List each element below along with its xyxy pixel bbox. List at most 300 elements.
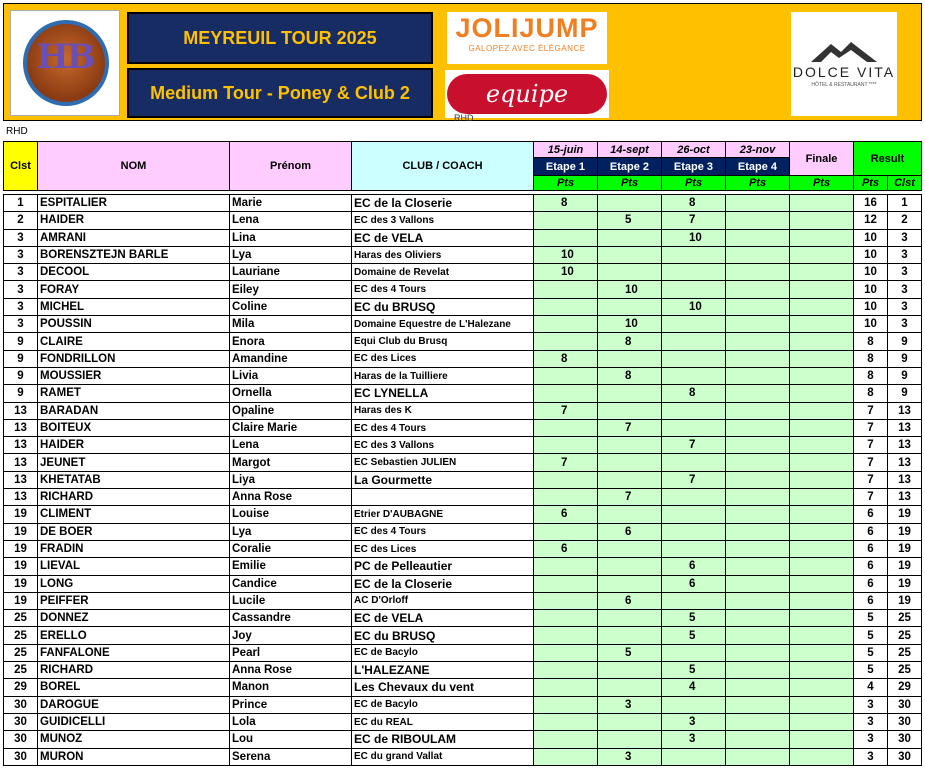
table-row [4, 523, 922, 540]
stage-pts: Pts [534, 176, 598, 191]
cell-clst: 19 [4, 592, 38, 609]
cell-clst: 29 [4, 679, 38, 696]
cell-clst: 19 [4, 523, 38, 540]
cell-result-pts: 3 [854, 713, 888, 730]
stage-name: Etape 2 [598, 158, 662, 176]
cell-stage-1 [534, 662, 598, 679]
table-row [4, 281, 922, 298]
cell-result-pts: 10 [854, 229, 888, 246]
jolijump-logo [447, 12, 607, 64]
cell-finale [790, 195, 854, 212]
cell-result-pts: 16 [854, 195, 888, 212]
cell-stage-1 [534, 523, 598, 540]
cell-clst: 25 [4, 662, 38, 679]
cell-clst: 3 [4, 316, 38, 333]
cell-clst: 30 [4, 713, 38, 730]
cell-result-pts: 5 [854, 627, 888, 644]
cell-stage-4 [726, 350, 790, 367]
cell-result-pts: 6 [854, 523, 888, 540]
cell-stage-2: 8 [598, 367, 662, 384]
cell-stage-3: 8 [662, 385, 726, 402]
cell-prenom: Coralie [230, 540, 352, 557]
table-row [4, 419, 922, 436]
cell-stage-2: 8 [598, 333, 662, 350]
table-row [4, 454, 922, 471]
table-row [4, 558, 922, 575]
cell-finale [790, 644, 854, 661]
cell-finale [790, 385, 854, 402]
cell-result-pts: 6 [854, 558, 888, 575]
cell-stage-3 [662, 696, 726, 713]
cell-stage-3 [662, 523, 726, 540]
cell-stage-1: 8 [534, 350, 598, 367]
cell-finale [790, 333, 854, 350]
cell-finale [790, 437, 854, 454]
cell-result-clst: 13 [888, 489, 922, 506]
cell-stage-4 [726, 212, 790, 229]
rhd-small-label: RHD [454, 113, 474, 123]
cell-stage-4 [726, 385, 790, 402]
cell-result-pts: 6 [854, 575, 888, 592]
cell-club: EC du REAL [352, 713, 534, 730]
cell-clst: 3 [4, 264, 38, 281]
cell-club: EC de RIBOULAM [352, 731, 534, 748]
cell-finale [790, 731, 854, 748]
cell-result-clst: 13 [888, 437, 922, 454]
cell-result-pts: 6 [854, 592, 888, 609]
cell-stage-1 [534, 713, 598, 730]
cell-nom: CLIMENT [38, 506, 230, 523]
table-row [4, 540, 922, 557]
cell-prenom: Lena [230, 212, 352, 229]
cell-result-clst: 13 [888, 471, 922, 488]
cell-prenom: Margot [230, 454, 352, 471]
cell-result-clst: 19 [888, 558, 922, 575]
cell-stage-1 [534, 748, 598, 765]
cell-stage-1 [534, 575, 598, 592]
cell-stage-4 [726, 264, 790, 281]
cell-nom: CLAIRE [38, 333, 230, 350]
cell-stage-4 [726, 558, 790, 575]
cell-stage-3: 5 [662, 610, 726, 627]
cell-stage-1 [534, 281, 598, 298]
page-subtitle: Medium Tour - Poney & Club 2 [127, 68, 433, 118]
cell-stage-3 [662, 402, 726, 419]
cell-finale [790, 264, 854, 281]
cell-prenom: Livia [230, 367, 352, 384]
header-clst: Clst [4, 142, 38, 191]
cell-result-clst: 3 [888, 246, 922, 263]
table-row [4, 713, 922, 730]
cell-result-clst: 3 [888, 264, 922, 281]
cell-club: EC LYNELLA [352, 385, 534, 402]
cell-stage-3: 10 [662, 229, 726, 246]
cell-result-clst: 3 [888, 281, 922, 298]
cell-stage-2 [598, 506, 662, 523]
cell-nom: LIEVAL [38, 558, 230, 575]
cell-finale [790, 575, 854, 592]
cell-nom: DAROGUE [38, 696, 230, 713]
cell-result-clst: 13 [888, 454, 922, 471]
cell-stage-2: 5 [598, 644, 662, 661]
cell-stage-2 [598, 713, 662, 730]
cell-club: EC Sebastien JULIEN [352, 454, 534, 471]
cell-prenom: Louise [230, 506, 352, 523]
cell-club: EC des 3 Vallons [352, 212, 534, 229]
cell-stage-4 [726, 592, 790, 609]
cell-clst: 30 [4, 731, 38, 748]
cell-club: Haras des Oliviers [352, 246, 534, 263]
cell-nom: DE BOER [38, 523, 230, 540]
cell-finale [790, 627, 854, 644]
cell-stage-2 [598, 454, 662, 471]
table-row [4, 350, 922, 367]
cell-nom: BOITEUX [38, 419, 230, 436]
cell-stage-4 [726, 489, 790, 506]
cell-clst: 25 [4, 610, 38, 627]
cell-prenom: Serena [230, 748, 352, 765]
cell-finale [790, 489, 854, 506]
cell-prenom: Claire Marie [230, 419, 352, 436]
cell-club: Etrier D'AUBAGNE [352, 506, 534, 523]
stage-date: 15-juin [534, 142, 598, 158]
cell-clst: 9 [4, 385, 38, 402]
cell-result-pts: 7 [854, 471, 888, 488]
cell-result-clst: 30 [888, 748, 922, 765]
cell-prenom: Pearl [230, 644, 352, 661]
cell-stage-4 [726, 316, 790, 333]
cell-result-pts: 10 [854, 316, 888, 333]
table-row [4, 471, 922, 488]
cell-nom: JEUNET [38, 454, 230, 471]
cell-stage-3 [662, 489, 726, 506]
cell-stage-4 [726, 748, 790, 765]
equipe-logo [445, 70, 609, 118]
cell-stage-3 [662, 333, 726, 350]
cell-clst: 13 [4, 471, 38, 488]
cell-result-clst: 2 [888, 212, 922, 229]
cell-nom: FRADIN [38, 540, 230, 557]
cell-result-pts: 8 [854, 333, 888, 350]
cell-club: Les Chevaux du vent [352, 679, 534, 696]
cell-clst: 3 [4, 246, 38, 263]
cell-stage-1 [534, 696, 598, 713]
cell-stage-3 [662, 350, 726, 367]
cell-stage-2 [598, 575, 662, 592]
cell-nom: RAMET [38, 385, 230, 402]
cell-stage-1 [534, 471, 598, 488]
cell-stage-2 [598, 679, 662, 696]
cell-result-clst: 25 [888, 644, 922, 661]
cell-stage-3 [662, 246, 726, 263]
dolce-vita-sub: HÔTEL & RESTAURANT **** [811, 82, 877, 88]
cell-club: EC de Bacylo [352, 644, 534, 661]
cell-clst: 13 [4, 454, 38, 471]
cell-result-clst: 13 [888, 419, 922, 436]
table-row [4, 644, 922, 661]
cell-prenom: Opaline [230, 402, 352, 419]
cell-stage-1: 8 [534, 195, 598, 212]
cell-result-clst: 19 [888, 523, 922, 540]
cell-stage-3: 6 [662, 575, 726, 592]
cell-result-pts: 6 [854, 540, 888, 557]
cell-result-pts: 10 [854, 281, 888, 298]
cell-nom: LONG [38, 575, 230, 592]
cell-result-pts: 3 [854, 748, 888, 765]
cell-prenom: Mila [230, 316, 352, 333]
cell-stage-1 [534, 558, 598, 575]
cell-prenom: Coline [230, 298, 352, 315]
cell-stage-1 [534, 679, 598, 696]
cell-result-pts: 3 [854, 731, 888, 748]
cell-prenom: Marie [230, 195, 352, 212]
cell-stage-1: 10 [534, 264, 598, 281]
cell-clst: 3 [4, 281, 38, 298]
cell-result-clst: 30 [888, 696, 922, 713]
cell-result-pts: 7 [854, 454, 888, 471]
hb-logo [10, 10, 120, 116]
cell-result-clst: 25 [888, 627, 922, 644]
cell-finale [790, 316, 854, 333]
cell-nom: MOUSSIER [38, 367, 230, 384]
cell-club: EC de Bacylo [352, 696, 534, 713]
cell-stage-2 [598, 298, 662, 315]
cell-clst: 3 [4, 229, 38, 246]
cell-stage-3 [662, 419, 726, 436]
stage-pts: Pts [598, 176, 662, 191]
cell-stage-4 [726, 713, 790, 730]
header-club: CLUB / COACH [352, 142, 534, 191]
cell-stage-4 [726, 506, 790, 523]
cell-nom: MUNOZ [38, 731, 230, 748]
table-row [4, 592, 922, 609]
rhd-label: RHD [6, 126, 28, 137]
cell-result-pts: 6 [854, 506, 888, 523]
cell-clst: 25 [4, 644, 38, 661]
cell-club: L'HALEZANE [352, 662, 534, 679]
cell-result-clst: 3 [888, 229, 922, 246]
cell-stage-4 [726, 367, 790, 384]
cell-stage-1 [534, 731, 598, 748]
cell-stage-3: 10 [662, 298, 726, 315]
cell-stage-4 [726, 679, 790, 696]
cell-result-pts: 3 [854, 696, 888, 713]
cell-stage-3 [662, 644, 726, 661]
header-banner [3, 3, 922, 121]
table-row [4, 506, 922, 523]
cell-finale [790, 540, 854, 557]
table-row [4, 402, 922, 419]
cell-stage-1 [534, 489, 598, 506]
cell-prenom: Candice [230, 575, 352, 592]
cell-prenom: Lou [230, 731, 352, 748]
cell-result-clst: 25 [888, 662, 922, 679]
cell-prenom: Ornella [230, 385, 352, 402]
stage-name: Etape 1 [534, 158, 598, 176]
cell-result-pts: 8 [854, 385, 888, 402]
table-row [4, 696, 922, 713]
table-row [4, 229, 922, 246]
cell-prenom: Lina [230, 229, 352, 246]
cell-stage-2 [598, 195, 662, 212]
cell-result-clst: 30 [888, 713, 922, 730]
equipe-logo-text: equipe [447, 74, 607, 114]
cell-club: EC des 4 Tours [352, 419, 534, 436]
cell-result-clst: 3 [888, 316, 922, 333]
mountain-icon [809, 38, 879, 64]
cell-finale [790, 610, 854, 627]
cell-stage-3 [662, 592, 726, 609]
cell-nom: BOREL [38, 679, 230, 696]
cell-finale [790, 679, 854, 696]
cell-stage-2 [598, 350, 662, 367]
header-prenom: Prénom [230, 142, 352, 191]
cell-clst: 9 [4, 333, 38, 350]
cell-stage-4 [726, 731, 790, 748]
cell-prenom: Prince [230, 696, 352, 713]
cell-result-clst: 19 [888, 506, 922, 523]
cell-clst: 13 [4, 489, 38, 506]
table-row [4, 679, 922, 696]
cell-result-pts: 7 [854, 489, 888, 506]
cell-clst: 19 [4, 506, 38, 523]
cell-clst: 19 [4, 558, 38, 575]
cell-stage-3: 5 [662, 662, 726, 679]
cell-nom: HAIDER [38, 437, 230, 454]
header-nom: NOM [38, 142, 230, 191]
cell-clst: 30 [4, 748, 38, 765]
cell-stage-2 [598, 627, 662, 644]
cell-prenom: Eiley [230, 281, 352, 298]
cell-stage-4 [726, 229, 790, 246]
cell-stage-4 [726, 523, 790, 540]
cell-stage-3: 3 [662, 713, 726, 730]
cell-prenom: Lucile [230, 592, 352, 609]
cell-result-clst: 9 [888, 385, 922, 402]
cell-stage-3 [662, 281, 726, 298]
stage-name-finale: Finale [790, 142, 854, 176]
cell-club [352, 489, 534, 506]
table-row [4, 367, 922, 384]
cell-club: EC du grand Vallat [352, 748, 534, 765]
cell-stage-3 [662, 748, 726, 765]
table-row [4, 212, 922, 229]
cell-nom: GUIDICELLI [38, 713, 230, 730]
ranking-table [3, 141, 922, 766]
cell-stage-3 [662, 264, 726, 281]
cell-result-pts: 7 [854, 402, 888, 419]
cell-result-pts: 4 [854, 679, 888, 696]
cell-finale [790, 523, 854, 540]
cell-finale [790, 246, 854, 263]
cell-result-clst: 3 [888, 298, 922, 315]
cell-stage-1 [534, 610, 598, 627]
cell-stage-2 [598, 731, 662, 748]
jolijump-tagline: GALOPEZ AVEC ÉLÉGANCE [468, 44, 586, 53]
cell-stage-2 [598, 402, 662, 419]
cell-result-clst: 1 [888, 195, 922, 212]
cell-prenom: Enora [230, 333, 352, 350]
cell-result-pts: 5 [854, 662, 888, 679]
cell-stage-3 [662, 316, 726, 333]
cell-stage-4 [726, 662, 790, 679]
cell-club: EC du BRUSQ [352, 298, 534, 315]
cell-stage-4 [726, 454, 790, 471]
cell-prenom: Manon [230, 679, 352, 696]
table-row [4, 246, 922, 263]
cell-nom: ERELLO [38, 627, 230, 644]
cell-club: Haras de la Tuilliere [352, 367, 534, 384]
cell-nom: KHETATAB [38, 471, 230, 488]
table-row [4, 627, 922, 644]
cell-finale [790, 748, 854, 765]
cell-finale [790, 592, 854, 609]
cell-stage-1: 6 [534, 506, 598, 523]
cell-club: Domaine de Revelat [352, 264, 534, 281]
cell-finale [790, 471, 854, 488]
cell-prenom: Anna Rose [230, 662, 352, 679]
cell-stage-4 [726, 610, 790, 627]
cell-result-pts: 5 [854, 644, 888, 661]
cell-club: Domaine Equestre de L'Halezane [352, 316, 534, 333]
cell-result-clst: 13 [888, 402, 922, 419]
cell-stage-3: 4 [662, 679, 726, 696]
cell-clst: 19 [4, 540, 38, 557]
dolce-vita-name: DOLCE VITA [792, 64, 896, 80]
cell-nom: PEIFFER [38, 592, 230, 609]
cell-stage-2 [598, 662, 662, 679]
table-row [4, 264, 922, 281]
cell-stage-2 [598, 437, 662, 454]
cell-result-clst: 9 [888, 350, 922, 367]
cell-prenom: Amandine [230, 350, 352, 367]
cell-prenom: Lya [230, 523, 352, 540]
cell-nom: FONDRILLON [38, 350, 230, 367]
stage-name: Etape 4 [726, 158, 790, 176]
cell-finale [790, 662, 854, 679]
cell-club: EC de VELA [352, 610, 534, 627]
cell-stage-2 [598, 540, 662, 557]
cell-finale [790, 696, 854, 713]
result-clst-header: Clst [888, 176, 922, 191]
cell-stage-4 [726, 540, 790, 557]
table-row [4, 575, 922, 592]
cell-nom: BORENSZTEJN BARLE [38, 246, 230, 263]
cell-finale [790, 281, 854, 298]
cell-stage-2: 5 [598, 212, 662, 229]
cell-stage-4 [726, 281, 790, 298]
cell-stage-1 [534, 229, 598, 246]
stage-date: 14-sept [598, 142, 662, 158]
cell-stage-1: 10 [534, 246, 598, 263]
cell-club: EC de la Closerie [352, 195, 534, 212]
cell-club: EC des 3 Vallons [352, 437, 534, 454]
cell-stage-2: 3 [598, 696, 662, 713]
cell-nom: ESPITALIER [38, 195, 230, 212]
cell-stage-4 [726, 419, 790, 436]
cell-stage-4 [726, 575, 790, 592]
cell-result-clst: 25 [888, 610, 922, 627]
stage-pts: Pts [726, 176, 790, 191]
stage-date: 23-nov [726, 142, 790, 158]
cell-stage-3 [662, 454, 726, 471]
cell-prenom: Lola [230, 713, 352, 730]
cell-result-clst: 9 [888, 367, 922, 384]
cell-result-clst: 19 [888, 575, 922, 592]
cell-club: Equi Club du Brusq [352, 333, 534, 350]
cell-clst: 13 [4, 419, 38, 436]
cell-clst: 2 [4, 212, 38, 229]
